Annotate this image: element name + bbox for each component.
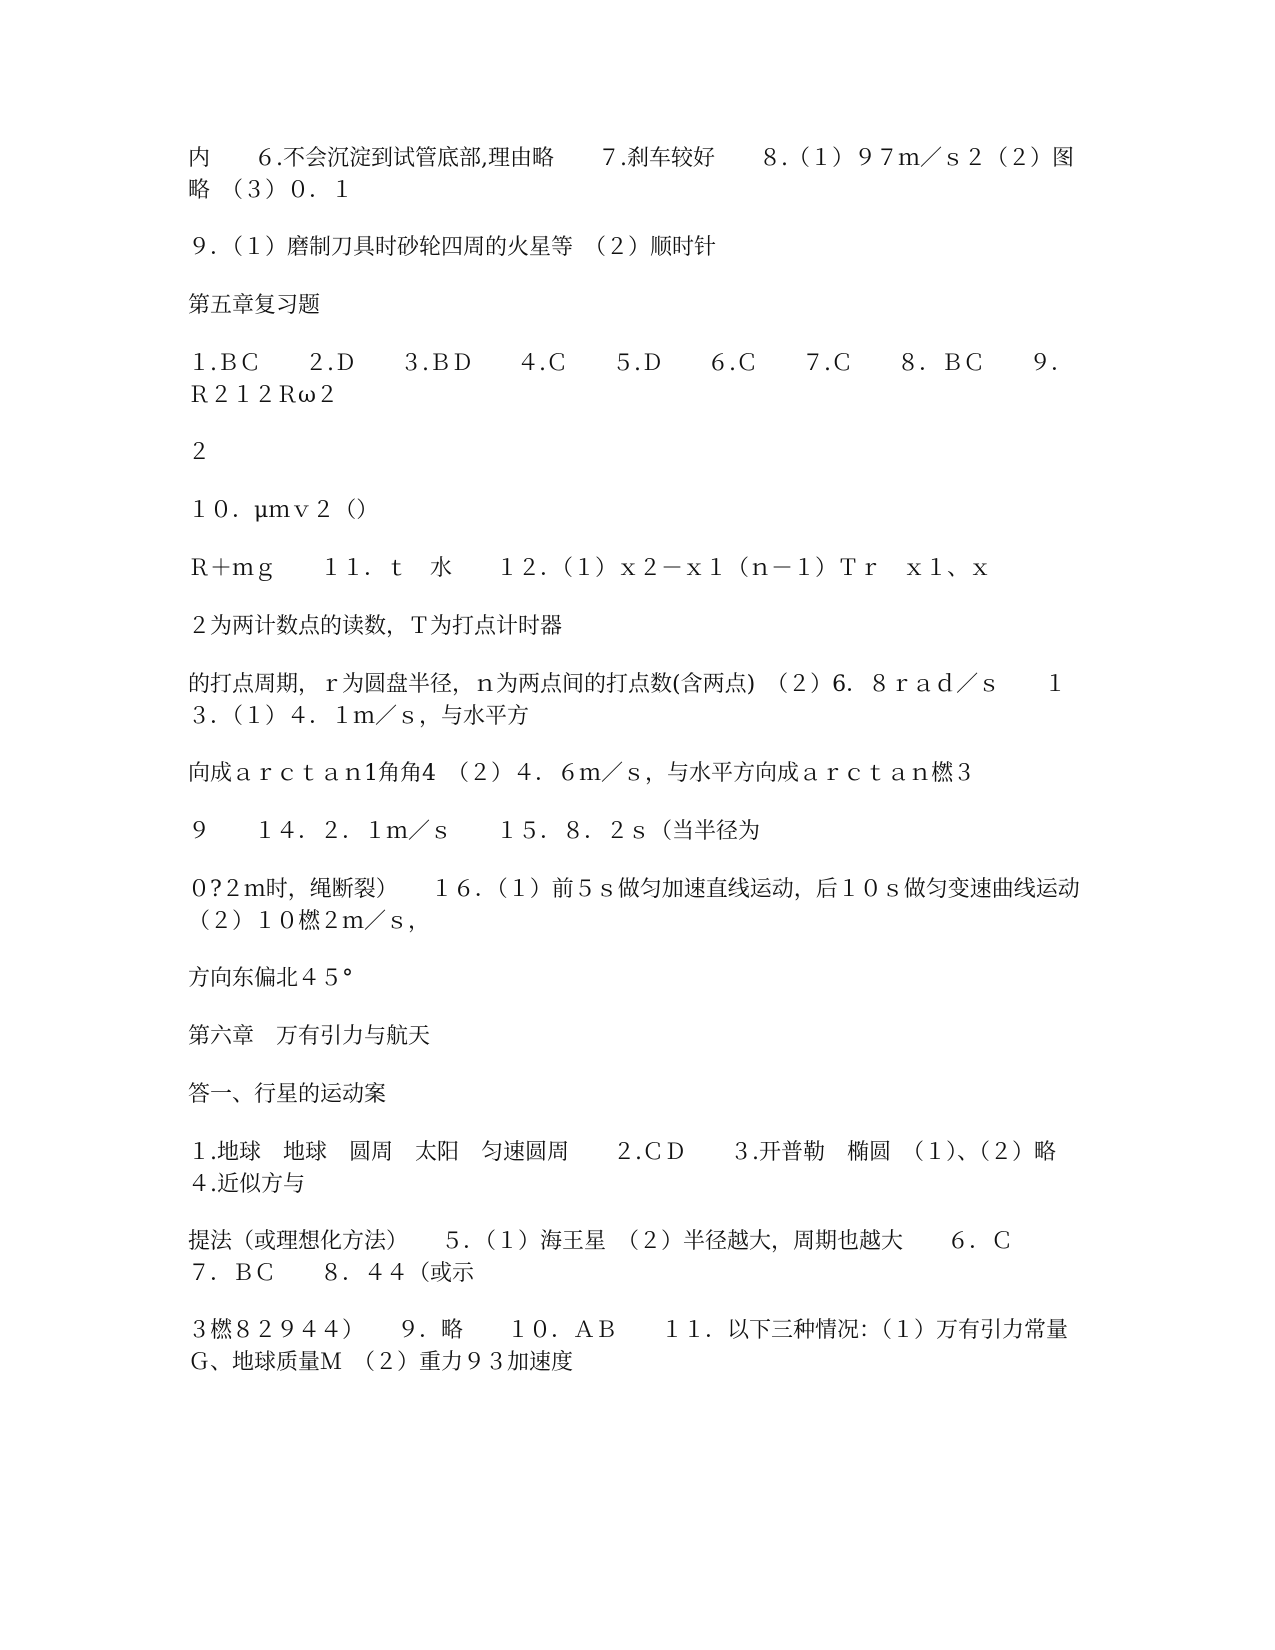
section-heading-chapter6: 第六章 万有引力与航天 bbox=[188, 1024, 431, 1049]
text-paragraph-13: １.地球 地球 圆周 太阳 匀速圆周 ２.ＣＤ ３.开普勒 椭圆 （１）、（２）略 ４.近似方与 bbox=[188, 1140, 1100, 1197]
text-paragraph-12: 方向东偏北４５° bbox=[188, 966, 354, 991]
text-paragraph-15: ３橪８２９４４） ９．略 １０．ＡＢ １１．以下三种情况：（１）万有引力常量Ｇ、地球质量Ｍ （２）重力９３加速度 bbox=[188, 1318, 1069, 1375]
text-paragraph-6: Ｒ＋ｍｇ １１．ｔ 水 １２．（１）ｘ２－ｘ１（ｎ－１）Ｔｒ ｘ１、ｘ bbox=[188, 556, 992, 581]
section-heading-chapter5-review: 第五章复习题 bbox=[188, 293, 321, 318]
text-paragraph-1: 内 ６.不会沉淀到试管底部,理由略 ７.刹车较好 ８.（１）９７ｍ／ｓ２（２）图略 （３）０．１ bbox=[188, 146, 1074, 203]
section-heading-answers: 答一、行星的运动案 bbox=[188, 1082, 387, 1107]
text-paragraph-7: ２为两计数点的读数，Ｔ为打点计时器 bbox=[188, 614, 563, 639]
text-paragraph-2: ９．（１）磨制刀具时砂轮四周的火星等 （２）顺时针 bbox=[188, 235, 717, 260]
text-paragraph-11: ０?２ｍ时，绳断裂） １６．（１）前５ｓ做匀加速直线运动，后１０ｓ做匀变速曲线运动 （２）１０橪２ｍ／ｓ， bbox=[188, 877, 1102, 934]
text-paragraph-14: 提法（或理想化方法） ５．（１）海王星 （２）半径越大，周期也越大 ６．Ｃ ７．ＢＣ ８．４４（或示 bbox=[188, 1229, 1058, 1286]
text-paragraph-4: ２ bbox=[188, 440, 211, 465]
text-paragraph-10: ９ １４．２．１ｍ／ｓ １５．８．２ｓ（当半径为 bbox=[188, 819, 761, 844]
text-paragraph-9: 向成ａｒｃｔａｎ1角角4 （２）４．６ｍ／ｓ，与水平方向成ａｒｃｔａｎ橪３ bbox=[188, 761, 975, 786]
text-paragraph-3: １.ＢＣ ２.Ｄ ３.ＢＤ ４.Ｃ ５.Ｄ ６.Ｃ ７.Ｃ ８．ＢＣ ９．Ｒ２１２Ｒω２ bbox=[188, 351, 1073, 408]
text-paragraph-5: １０．μｍｖ２（） bbox=[188, 498, 379, 523]
text-paragraph-8: 的打点周期，ｒ为圆盘半径，ｎ为两点间的打点数(含两点) （２）6．８ｒａｄ／ｓ １３．（１）４．１ｍ／ｓ，与水平方 bbox=[188, 672, 1067, 729]
